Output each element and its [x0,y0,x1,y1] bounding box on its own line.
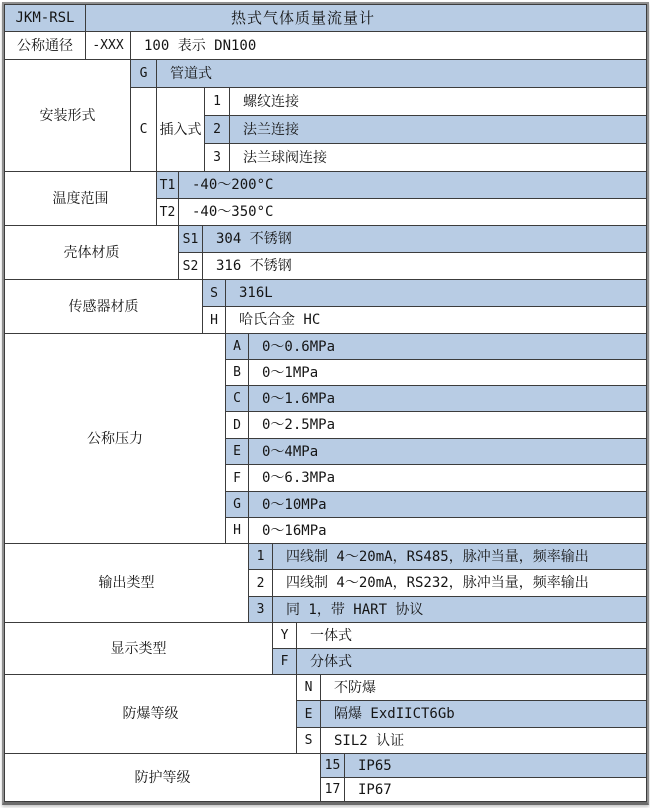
desc-cell: 不防爆 [320,674,647,701]
desc-cell: 0～10MPa [248,491,647,518]
code-cell: 3 [248,596,273,623]
desc-cell: 隔爆 ExdIICT6Gb [320,700,647,728]
section-label-display-type: 显示类型 [4,622,273,675]
desc-cell: 0～1.6MPa [248,385,647,412]
desc-cell: 一体式 [296,622,647,649]
code-cell: H [202,306,226,334]
desc-cell: 分体式 [296,648,647,675]
code-cell: 1 [204,87,230,116]
desc-cell: 304 不锈钢 [202,225,647,253]
desc-cell: 0～16MPa [248,517,647,544]
code-cell: S2 [178,252,203,280]
desc-cell: 螺纹连接 [229,87,647,116]
section-label-output-type: 输出类型 [4,543,249,623]
sub-type-label: 插入式 [156,87,205,172]
desc-cell: 0～1MPa [248,359,647,386]
code-cell: G [225,491,249,518]
code-cell: S [202,279,226,307]
code-cell: 3 [204,143,230,172]
desc-cell: SIL2 认证 [320,727,647,754]
code-cell: F [272,648,297,675]
desc-cell: 316 不锈钢 [202,252,647,280]
code-cell: D [225,411,249,439]
code-cell: N [296,674,321,701]
desc-cell: 0～4MPa [248,438,647,465]
section-label-nominal-diameter: 公称通径 [4,31,86,60]
section-label-nominal-pressure: 公称压力 [4,333,226,544]
section-label-protection-rating: 防护等级 [4,753,321,802]
code-cell: 17 [320,777,345,802]
code-cell: B [225,359,249,386]
desc-cell: 0～2.5MPa [248,411,647,439]
code-cell: G [130,59,157,88]
code-cell: 1 [248,543,273,570]
section-label-sensor-material: 传感器材质 [4,279,203,334]
code-cell: Y [272,622,297,649]
section-label-housing-material: 壳体材质 [4,225,179,280]
code-cell: T1 [156,171,179,199]
desc-cell: 管道式 [156,59,647,88]
desc-cell: 0～0.6MPa [248,333,647,360]
code-cell: E [296,700,321,728]
section-label-explosion-proof: 防爆等级 [4,674,297,754]
section-label-temperature-range: 温度范围 [4,171,157,226]
code-cell: T2 [156,198,179,226]
desc-cell: 同 1，带 HART 协议 [272,596,647,623]
code-cell: A [225,333,249,360]
code-cell: E [225,438,249,465]
desc-cell: 0～6.3MPa [248,464,647,492]
code-cell: -XXX [85,31,131,60]
code-cell: 2 [204,115,230,144]
code-cell: S [296,727,321,754]
desc-cell: 316L [225,279,647,307]
code-cell: C [225,385,249,412]
desc-cell: 哈氏合金 HC [225,306,647,334]
code-cell: F [225,464,249,492]
desc-cell: 100 表示 DN100 [130,31,647,60]
code-cell: 2 [248,569,273,597]
desc-cell: IP65 [344,753,647,778]
desc-cell: IP67 [344,777,647,802]
desc-cell: 法兰球阀连接 [229,143,647,172]
desc-cell: 四线制 4～20mA，RS485，脉冲当量，频率输出 [272,543,647,570]
model-code: JKM-RSL [4,4,86,32]
code-cell: 15 [320,753,345,778]
model-selection-table [2,2,649,805]
section-label-installation: 安装形式 [4,59,131,172]
table-title: 热式气体质量流量计 [85,4,647,32]
desc-cell: 法兰连接 [229,115,647,144]
code-cell: S1 [178,225,203,253]
desc-cell: 四线制 4～20mA，RS232，脉冲当量，频率输出 [272,569,647,597]
code-cell: H [225,517,249,544]
desc-cell: -40～350°C [178,198,647,226]
desc-cell: -40～200°C [178,171,647,199]
code-cell: C [130,87,157,172]
